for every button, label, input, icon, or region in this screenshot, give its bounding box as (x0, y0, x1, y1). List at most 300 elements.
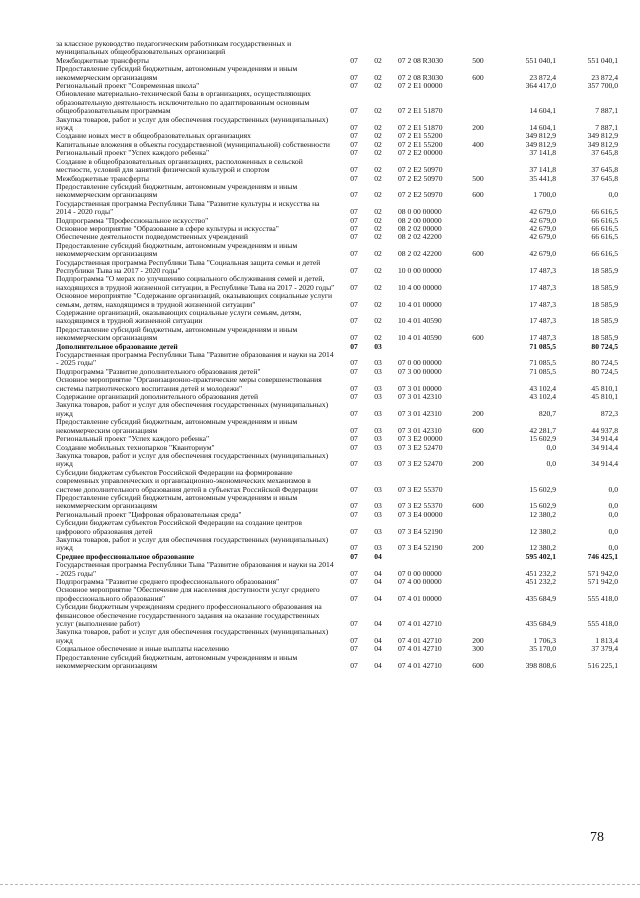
row-amount-2021: 37 645,8 (591, 165, 618, 175)
row-rz: 07 (350, 509, 358, 519)
row-cs: 07 3 01 42310 (398, 408, 442, 418)
row-pr: 04 (374, 661, 382, 671)
table-row (56, 351, 626, 368)
row-amount-2020: 0,0 (546, 459, 556, 469)
row-amount-2021: 746 425,1 (587, 551, 618, 561)
row-rz: 07 (350, 341, 358, 351)
row-name: Предоставление субсидий бюджетным, автономным учреждениям и иным некоммерческим организациям (56, 240, 298, 259)
row-pr: 04 (374, 635, 382, 645)
table-row (56, 536, 626, 553)
row-amount-2021: 7 887,1 (595, 123, 618, 133)
row-amount-2021: 0,0 (608, 543, 618, 553)
row-vr: 600 (472, 333, 484, 343)
row-cs: 07 2 E1 51870 (398, 123, 443, 133)
row-amount-2021: 872,3 (600, 408, 618, 418)
row-pr: 02 (374, 333, 382, 343)
row-amount-2021: 18 585,9 (591, 282, 618, 292)
row-amount-2020: 1 706,3 (533, 635, 556, 645)
row-name: Государственная программа Республики Тыва "Социальная защита семьи и детей Республики Тыва на 2017 - 2020 годы" (56, 257, 321, 275)
row-amount-2021: 7 887,1 (595, 106, 618, 116)
row-pr: 02 (374, 55, 382, 65)
row-vr: 400 (472, 139, 484, 149)
row-name: Субсидии бюджетам субъектов Российской Федерации на создание центров цифрового образования детей (56, 518, 302, 536)
row-amount-2021: 551 040,1 (587, 55, 618, 65)
row-amount-2021: 0,0 (608, 190, 618, 200)
row-amount-2021: 80 724,5 (591, 358, 618, 368)
table-row (56, 519, 626, 536)
row-rz: 07 (350, 568, 358, 578)
row-rz: 07 (350, 442, 358, 452)
row-amount-2020: 42 281,7 (529, 425, 556, 435)
row-rz: 07 (350, 316, 358, 326)
row-cs: 07 2 E1 51870 (398, 106, 443, 116)
row-pr: 03 (374, 501, 382, 511)
row-pr: 02 (374, 148, 382, 158)
table-row (56, 603, 626, 628)
table-row (56, 401, 626, 418)
row-name: Создание в общеобразовательных организациях, расположенных в сельской местности, условий для занятий физической культурой и спортом (56, 156, 303, 175)
row-amount-2020: 15 602,9 (529, 501, 556, 511)
row-pr: 03 (374, 392, 382, 402)
row-pr: 02 (374, 139, 382, 149)
row-pr: 04 (374, 577, 382, 586)
row-vr: 200 (472, 543, 484, 553)
row-pr: 02 (374, 106, 382, 116)
row-rz: 07 (350, 55, 358, 65)
row-rz: 07 (350, 299, 358, 309)
row-rz: 07 (350, 106, 358, 116)
row-cs: 08 2 02 42200 (398, 249, 442, 259)
table-row (56, 242, 626, 259)
row-vr: 200 (472, 635, 484, 645)
row-name: Закупка товаров, работ и услуг для обеспечения государственных (муниципальных) нужд (56, 400, 329, 418)
row-pr: 02 (374, 131, 382, 141)
row-cs: 07 3 E2 52470 (398, 459, 443, 469)
row-rz: 07 (350, 593, 358, 603)
row-amount-2021: 44 937,8 (591, 425, 618, 435)
row-pr: 02 (374, 265, 382, 275)
row-amount-2021: 0,0 (608, 509, 618, 519)
row-cs: 07 0 00 00000 (398, 358, 442, 368)
row-rz: 07 (350, 459, 358, 469)
row-amount-2020: 451 232,2 (525, 568, 556, 578)
row-vr: 600 (472, 425, 484, 435)
row-cs: 08 0 00 00000 (398, 207, 442, 217)
row-name: Социальное обеспечение и иные выплаты населению (56, 644, 229, 654)
table-row (56, 183, 626, 200)
table-row (56, 275, 626, 292)
row-amount-2020: 71 085,5 (529, 366, 556, 376)
row-pr: 03 (374, 526, 382, 536)
row-vr: 500 (472, 173, 484, 183)
row-cs: 07 4 01 42710 (398, 644, 442, 654)
row-pr: 02 (374, 72, 382, 82)
row-name: Содержание организаций дополнительного образования детей (56, 392, 259, 402)
row-cs: 10 4 01 40590 (398, 333, 442, 343)
row-amount-2020: 37 141,8 (529, 165, 556, 175)
row-cs: 07 4 01 00000 (398, 593, 442, 603)
page-number: 78 (590, 830, 604, 845)
row-amount-2020: 35 170,0 (529, 644, 556, 654)
row-rz: 07 (350, 131, 358, 141)
row-amount-2020: 42 679,0 (529, 223, 556, 233)
row-cs: 07 3 E2 52470 (398, 442, 443, 452)
row-rz: 07 (350, 619, 358, 629)
row-pr: 04 (374, 593, 382, 603)
row-name: Дополнительное образование детей (56, 341, 178, 351)
row-pr: 03 (374, 434, 382, 444)
row-vr: 200 (472, 408, 484, 418)
table-row (56, 376, 626, 393)
row-name: Региональный проект "Современная школа" (56, 81, 200, 91)
row-amount-2021: 516 225,1 (587, 661, 618, 671)
row-amount-2020: 15 602,9 (529, 434, 556, 444)
row-pr: 03 (374, 358, 382, 368)
row-pr: 02 (374, 207, 382, 217)
row-amount-2020: 398 808,6 (525, 661, 556, 671)
row-name: Подпрограмма "О мерах по улучшению социального обслуживания семей и детей, находящихся в трудной жизненной ситуации, в Республике Тыва на 2017 - 2020 годы" (56, 274, 335, 292)
row-pr: 02 (374, 249, 382, 259)
row-amount-2020: 17 487,3 (529, 316, 556, 326)
row-cs: 07 2 E1 55200 (398, 131, 443, 141)
row-rz: 07 (350, 366, 358, 376)
row-amount-2021: 1 813,4 (595, 635, 618, 645)
row-amount-2021: 349 812,9 (587, 131, 618, 141)
row-amount-2020: 14 604,1 (529, 123, 556, 133)
row-pr: 03 (374, 383, 382, 393)
row-name: Закупка товаров, работ и услуг для обеспечения государственных (муниципальных) нужд (56, 534, 329, 553)
row-pr: 03 (374, 459, 382, 469)
row-amount-2021: 37 379,4 (591, 644, 618, 654)
row-amount-2021: 349 812,9 (587, 139, 618, 149)
row-pr: 02 (374, 282, 382, 292)
row-rz: 07 (350, 577, 358, 586)
row-rz: 07 (350, 148, 358, 158)
row-name: Обеспечение деятельности подведомственных учреждений (56, 232, 248, 242)
row-amount-2021: 80 724,5 (591, 366, 618, 376)
row-name: Закупка товаров, работ и услуг для обеспечения государственных (муниципальных) нужд (56, 627, 329, 645)
row-name: Субсидии бюджетам субъектов Российской Федерации на формирование современных управленческих и организационно-экономических механизмов в системе дополнительного образования детей в субъектах Российской Федерации (56, 467, 318, 494)
row-pr: 02 (374, 215, 382, 225)
table-row (56, 561, 626, 578)
row-cs: 07 2 E1 00000 (398, 81, 443, 91)
row-vr: 200 (472, 459, 484, 469)
row-rz: 07 (350, 190, 358, 200)
row-cs: 07 3 00 00000 (398, 366, 442, 376)
row-name: Региональный проект "Успех каждого ребенка" (56, 434, 210, 444)
row-rz: 07 (350, 635, 358, 645)
row-cs: 07 4 00 00000 (398, 577, 442, 586)
row-amount-2020: 43 102,4 (529, 383, 556, 393)
row-rz: 07 (350, 661, 358, 671)
row-cs: 08 2 00 00000 (398, 215, 442, 225)
row-name: Государственная программа Республики Тыва "Развитие образования и науки на 2014 - 2025 годы" (56, 350, 334, 368)
row-cs: 07 3 E2 00000 (398, 434, 443, 444)
scan-edge-line (0, 884, 640, 885)
row-amount-2020: 1 700,0 (533, 190, 556, 200)
row-amount-2020: 364 417,0 (525, 81, 556, 91)
row-pr: 02 (374, 123, 382, 133)
row-cs: 07 3 E2 55370 (398, 501, 443, 511)
table-row (56, 40, 626, 57)
row-name: Обновление материально-технической базы в организациях, осуществляющих образовательную деятельность исключительно по адаптированным основным общеобразовательным программам (56, 89, 311, 116)
row-name: Предоставление субсидий бюджетным, автономным учреждениям и иным некоммерческим организациям (56, 324, 298, 343)
row-rz: 07 (350, 249, 358, 259)
row-amount-2021: 45 810,1 (591, 392, 618, 402)
row-amount-2020: 15 602,9 (529, 484, 556, 494)
row-amount-2021: 555 418,0 (587, 619, 618, 629)
row-amount-2021: 571 942,0 (587, 577, 618, 586)
table-row (56, 586, 626, 603)
table-row (56, 90, 626, 115)
row-name: Предоставление субсидий бюджетным, автономным учреждениям и иным некоммерческим организациям (56, 64, 298, 82)
row-rz: 07 (350, 265, 358, 275)
row-cs: 07 3 01 42310 (398, 392, 442, 402)
budget-table (56, 40, 626, 670)
row-rz: 07 (350, 333, 358, 343)
row-name: Предоставление субсидий бюджетным, автономным учреждениям и иным некоммерческим организациям (56, 492, 298, 511)
row-name: Предоставление субсидий бюджетным, автономным учреждениям и иным некоммерческим организациям (56, 417, 298, 435)
row-cs: 07 4 01 42710 (398, 619, 442, 629)
row-rz: 07 (350, 223, 358, 233)
row-name: Государственная программа Республики Тыва "Развитие образования и науки на 2014 - 2025 годы" (56, 560, 334, 578)
row-amount-2021: 34 914,4 (591, 442, 618, 452)
row-rz: 07 (350, 215, 358, 225)
row-pr: 02 (374, 316, 382, 326)
row-pr: 04 (374, 644, 382, 654)
row-vr: 600 (472, 501, 484, 511)
table-row (56, 309, 626, 326)
row-amount-2021: 37 645,8 (591, 148, 618, 158)
row-cs: 07 2 E2 50970 (398, 173, 443, 183)
row-amount-2020: 349 812,9 (525, 131, 556, 141)
row-amount-2021: 0,0 (608, 501, 618, 511)
row-amount-2021: 18 585,9 (591, 299, 618, 309)
row-amount-2020: 349 812,9 (525, 139, 556, 149)
row-amount-2020: 17 487,3 (529, 282, 556, 292)
row-amount-2021: 34 914,4 (591, 434, 618, 444)
row-pr: 02 (374, 190, 382, 200)
row-name: Подпрограмма "Развитие среднего профессионального образования" (56, 577, 280, 586)
row-cs: 07 3 E2 55370 (398, 484, 443, 494)
row-amount-2020: 0,0 (546, 442, 556, 452)
row-amount-2020: 71 085,5 (529, 341, 556, 351)
row-rz: 07 (350, 484, 358, 494)
row-amount-2020: 35 441,8 (529, 173, 556, 183)
row-rz: 07 (350, 501, 358, 511)
row-name: Государственная программа Республики Тыва "Развитие культуры и искусства на 2014 - 2020 годы" (56, 198, 320, 217)
table-row (56, 628, 626, 645)
row-rz: 07 (350, 173, 358, 183)
table-row (56, 292, 626, 309)
row-name: Межбюджетные трансферты (56, 173, 149, 183)
row-amount-2020: 17 487,3 (529, 333, 556, 343)
row-amount-2020: 12 380,2 (529, 543, 556, 553)
row-pr: 02 (374, 299, 382, 309)
row-amount-2020: 42 679,0 (529, 207, 556, 217)
row-rz: 07 (350, 434, 358, 444)
row-amount-2020: 820,7 (538, 408, 556, 418)
row-name: Создание новых мест в общеобразовательных организациях (56, 131, 251, 141)
row-cs: 07 3 01 00000 (398, 383, 442, 393)
row-rz: 07 (350, 72, 358, 82)
row-vr: 200 (472, 123, 484, 133)
row-name: Субсидии бюджетным учреждениям среднего профессионального образования на финансовое обеспечение государственного задания на оказание государственных услуг (выполнение работ) (56, 602, 322, 629)
row-name: Региональный проект "Успех каждого ребенка" (56, 148, 210, 158)
row-cs: 07 2 08 R3030 (398, 72, 443, 82)
row-amount-2021: 66 616,5 (591, 215, 618, 225)
row-amount-2020: 42 679,0 (529, 232, 556, 242)
row-amount-2021: 66 616,5 (591, 223, 618, 233)
row-amount-2021: 18 585,9 (591, 265, 618, 275)
row-cs: 07 0 00 00000 (398, 568, 442, 578)
row-name: Основное мероприятие "Образование в сфере культуры и искусства" (56, 223, 279, 233)
row-vr: 600 (472, 72, 484, 82)
row-amount-2020: 435 684,9 (525, 593, 556, 603)
row-rz: 07 (350, 543, 358, 553)
row-amount-2021: 66 616,5 (591, 207, 618, 217)
row-cs: 07 2 E1 55200 (398, 139, 443, 149)
row-amount-2020: 17 487,3 (529, 299, 556, 309)
row-vr: 600 (472, 661, 484, 671)
table-row (56, 200, 626, 217)
row-cs: 07 4 01 42710 (398, 661, 442, 671)
row-pr: 02 (374, 81, 382, 91)
row-rz: 07 (350, 425, 358, 435)
row-cs: 07 2 E2 50970 (398, 190, 443, 200)
row-amount-2021: 66 616,5 (591, 249, 618, 259)
row-rz: 07 (350, 139, 358, 149)
row-amount-2021: 18 585,9 (591, 316, 618, 326)
row-name: Создание мобильных технопарков "Кванториум" (56, 442, 215, 452)
row-pr: 03 (374, 408, 382, 418)
table-row (56, 494, 626, 511)
row-cs: 08 2 02 00000 (398, 223, 442, 233)
row-cs: 07 4 01 42710 (398, 635, 442, 645)
row-rz: 07 (350, 408, 358, 418)
row-rz: 07 (350, 165, 358, 175)
row-amount-2020: 595 402,1 (525, 551, 556, 561)
table-row (56, 259, 626, 276)
row-amount-2020: 43 102,4 (529, 392, 556, 402)
row-cs: 10 4 01 40590 (398, 316, 442, 326)
row-name: Закупка товаров, работ и услуг для обеспечения государственных (муниципальных) нужд (56, 114, 329, 133)
row-amount-2021: 555 418,0 (587, 593, 618, 603)
row-amount-2020: 71 085,5 (529, 358, 556, 368)
row-amount-2021: 80 724,5 (591, 341, 618, 351)
row-amount-2020: 14 604,1 (529, 106, 556, 116)
row-pr: 03 (374, 484, 382, 494)
row-amount-2021: 37 645,8 (591, 173, 618, 183)
row-amount-2020: 435 684,9 (525, 619, 556, 629)
row-name: Подпрограмма "Развитие дополнительного образования детей" (56, 366, 261, 376)
row-rz: 07 (350, 383, 358, 393)
row-cs: 07 3 E4 52190 (398, 543, 443, 553)
row-pr: 04 (374, 619, 382, 629)
row-cs: 07 2 E2 00000 (398, 148, 443, 158)
row-amount-2021: 571 942,0 (587, 568, 618, 578)
row-amount-2021: 45 810,1 (591, 383, 618, 393)
row-name: Предоставление субсидий бюджетным, автономным учреждениям и иным некоммерческим организациям (56, 652, 298, 671)
row-rz: 07 (350, 232, 358, 242)
row-vr: 600 (472, 249, 484, 259)
row-name: Межбюджетные трансферты (56, 55, 149, 65)
row-amount-2021: 18 585,9 (591, 333, 618, 343)
row-pr: 02 (374, 173, 382, 183)
row-pr: 03 (374, 442, 382, 452)
row-name: за классное руководство педагогическим работникам государственных и муниципальных общеобразовательных организаций (56, 39, 292, 57)
row-rz: 07 (350, 207, 358, 217)
row-amount-2020: 551 040,1 (525, 55, 556, 65)
table-row (56, 158, 626, 175)
row-name: Предоставление субсидий бюджетным, автономным учреждениям и иным некоммерческим организациям (56, 181, 298, 200)
row-cs: 07 2 08 R3030 (398, 55, 443, 65)
row-cs: 07 3 E4 00000 (398, 509, 443, 519)
row-pr: 03 (374, 425, 382, 435)
row-pr: 03 (374, 366, 382, 376)
row-cs: 10 4 01 00000 (398, 299, 442, 309)
row-vr: 500 (472, 55, 484, 65)
row-rz: 07 (350, 526, 358, 536)
row-cs: 07 3 E4 52190 (398, 526, 443, 536)
row-cs: 10 4 00 00000 (398, 282, 442, 292)
table-row (56, 469, 626, 494)
row-cs: 08 2 02 42200 (398, 232, 442, 242)
table-row (56, 65, 626, 82)
row-name: Основное мероприятие "Обеспечение для населения доступности услуг среднего профессионального образования" (56, 585, 320, 603)
row-rz: 07 (350, 358, 358, 368)
row-cs: 07 3 01 42310 (398, 425, 442, 435)
row-pr: 03 (374, 341, 382, 351)
row-pr: 04 (374, 568, 382, 578)
row-amount-2021: 0,0 (608, 484, 618, 494)
row-rz: 07 (350, 282, 358, 292)
row-amount-2020: 12 380,2 (529, 509, 556, 519)
row-rz: 07 (350, 644, 358, 654)
row-pr: 02 (374, 165, 382, 175)
row-amount-2020: 37 141,8 (529, 148, 556, 158)
row-pr: 03 (374, 509, 382, 519)
row-pr: 04 (374, 551, 382, 561)
row-amount-2021: 23 872,4 (591, 72, 618, 82)
row-pr: 03 (374, 543, 382, 553)
row-name: Капитальные вложения в объекты государственной (муниципальной) собственности (56, 139, 330, 149)
row-name: Региональный проект "Цифровая образовательная среда" (56, 509, 242, 519)
row-name: Среднее профессиональное образование (56, 551, 195, 561)
row-pr: 02 (374, 232, 382, 242)
table-row (56, 116, 626, 133)
row-amount-2021: 0,0 (608, 526, 618, 536)
row-amount-2020: 23 872,4 (529, 72, 556, 82)
row-cs: 07 2 E2 50970 (398, 165, 443, 175)
row-amount-2021: 34 914,4 (591, 459, 618, 469)
row-vr: 300 (472, 644, 484, 654)
row-name: Основное мероприятие "Содержание организаций, оказывающих социальные услуги семьям, детям, находящимся в трудной жизненной ситуации" (56, 291, 333, 309)
row-name: Основное мероприятие "Организационно-практические меры совершенствования системы патриотического воспитания детей и молодежи" (56, 375, 322, 393)
row-amount-2020: 12 380,2 (529, 526, 556, 536)
row-amount-2021: 66 616,5 (591, 232, 618, 242)
table-row (56, 452, 626, 469)
row-name: Подпрограмма "Профессиональное искусство" (56, 215, 209, 225)
row-rz: 07 (350, 81, 358, 91)
row-amount-2020: 42 679,0 (529, 249, 556, 259)
row-rz: 07 (350, 551, 358, 561)
row-pr: 02 (374, 223, 382, 233)
row-amount-2021: 357 700,0 (587, 81, 618, 91)
row-amount-2020: 451 232,2 (525, 577, 556, 586)
row-rz: 07 (350, 123, 358, 133)
row-vr: 600 (472, 190, 484, 200)
